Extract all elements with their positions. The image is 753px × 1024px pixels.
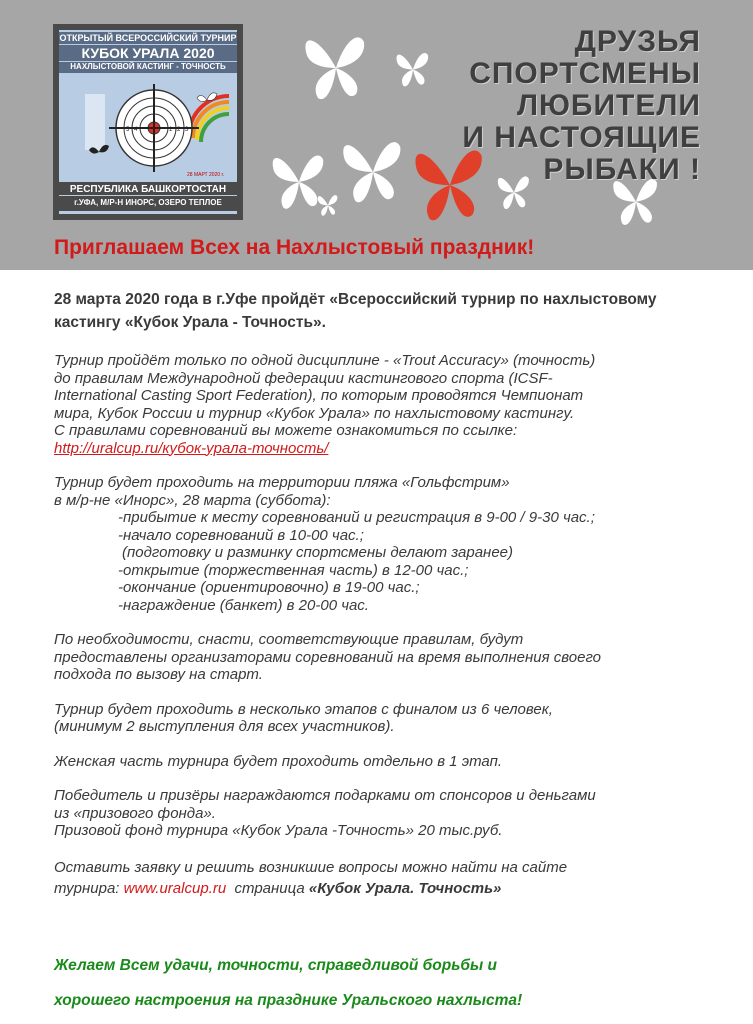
text-line: подхода по вызову на старт. — [54, 666, 263, 683]
slogan-line: И НАСТОЯЩИЕ — [462, 121, 701, 154]
slogan-line: СПОРТСМЕНЫ — [469, 57, 701, 90]
invitation-heading: Приглашаем Всех на Нахлыстовый праздник! — [54, 236, 535, 259]
site-link[interactable]: www.uralcup.ru — [123, 879, 227, 897]
schedule-item: -прибытие к месту соревнований и регистрация в 9-00 / 9-30 час.; — [118, 509, 595, 526]
logo-line-1: ОТКРЫТЫЙ ВСЕРОССИЙСКИЙ ТУРНИР — [59, 33, 237, 43]
text-line: Турнир будет проходить на территории пляжа «Гольфстрим» — [54, 474, 510, 491]
butterfly-icon — [338, 130, 408, 212]
text-line: турнира: — [54, 879, 124, 897]
schedule-item: -окончание (ориентировочно) в 19-00 час.; — [118, 579, 420, 596]
text-line: Призовой фонд турнира «Кубок Урала -Точность» 20 тыс.руб. — [54, 822, 503, 839]
schedule-item: -начало соревнований в 10-00 час.; — [118, 526, 364, 544]
text-line: мира, Кубок России и турнир «Кубок Урала» по нахлыстовому кастингу. — [54, 404, 575, 422]
women-paragraph — [54, 753, 714, 771]
logo-subtitle: НАХЛЫСТОВОЙ КАСТИНГ - ТОЧНОСТЬ — [59, 62, 237, 73]
slogan-line: ЛЮБИТЕЛИ — [516, 89, 701, 122]
target-number: 3 — [185, 127, 189, 133]
text-line: до правилам Международной федерации кастингового спорта (ICSF- — [54, 369, 553, 387]
closing-wish — [54, 948, 522, 1018]
lead-paragraph: 28 марта 2020 года в г.Уфе пройдёт «Всероссийский турнир по нахлыстовому кастингу «Кубок Урала - Точность». — [54, 291, 657, 331]
schedule-item: -открытие (торжественная часть) в 12-00 час.; — [118, 561, 469, 579]
text-line: С правилами соревнований вы можете ознакомиться по ссылке: — [54, 422, 518, 439]
text-line: Турнир пройдёт только по одной дисциплине - «Trout Accuracy» (точность) — [54, 352, 596, 369]
text-line: Женская часть турнира будет проходить отдельно в 1 этап. — [54, 752, 502, 770]
contact-paragraph — [54, 857, 714, 899]
text-line: в м/р-не «Инорс», 28 марта (суббота): — [54, 491, 331, 509]
rules-link[interactable]: http://uralcup.ru/кубок-урала-точность/ — [54, 439, 329, 457]
text-line: страница — [226, 879, 309, 897]
logo-date: 28 МАРТ 2020 г. — [187, 172, 225, 178]
text-line: Победитель и призёры награждаются подарками от спонсоров и деньгами — [54, 787, 596, 804]
text-line: предоставлены организаторами соревнований на время выполнения своего — [54, 648, 602, 666]
logo-title: КУБОК УРАЛА 2020 — [59, 45, 237, 61]
text-line: International Casting Sport Federation), по которым проводятся Чемпионат — [54, 387, 584, 404]
prizes-paragraph — [54, 787, 714, 840]
tournament-logo — [53, 24, 243, 220]
butterfly-icon — [393, 48, 433, 90]
wish-line: хорошего настроения на празднике Уральского нахлыста! — [54, 992, 523, 1009]
slogan-line: ДРУЗЬЯ — [574, 25, 701, 58]
target-number: 1 — [169, 127, 173, 133]
slogan-line: РЫБАКИ ! — [543, 153, 701, 186]
text-line: из «призового фонда». — [54, 804, 216, 822]
logo-inner — [59, 30, 237, 214]
text-line: Оставить заявку и решить возникшие вопросы можно найти на сайте — [54, 858, 568, 876]
target-number: 4 — [134, 127, 138, 133]
header-banner — [0, 0, 753, 270]
target-number: 2 — [177, 127, 181, 133]
slogan — [462, 26, 701, 186]
text-line: По необходимости, снасти, соответствующие правилам, будут — [54, 631, 524, 648]
equipment-paragraph — [54, 631, 714, 684]
stages-paragraph — [54, 701, 714, 736]
rules-paragraph — [54, 352, 714, 457]
logo-location: г.УФА, М/Р-Н ИНОРС, ОЗЕРО ТЕПЛОЕ — [59, 196, 237, 211]
logo-region: РЕСПУБЛИКА БАШКОРТОСТАН — [59, 182, 237, 195]
schedule-item: -награждение (банкет) в 20-00 час. — [118, 596, 369, 614]
butterfly-icon — [300, 28, 372, 106]
text-line: Турнир будет проходить в несколько этапов с финалом из 6 человек, — [54, 700, 553, 718]
target-number: 5 — [126, 127, 130, 133]
main-content — [54, 288, 714, 916]
target-icon — [79, 76, 229, 182]
schedule-item: (подготовку и разминку спортсмены делают заранее) — [122, 544, 513, 561]
schedule-paragraph — [54, 474, 714, 614]
text-line: (минимум 2 выступления для всех участников). — [54, 718, 395, 735]
page-name: «Кубок Урала. Точность» — [308, 879, 502, 897]
wish-line: Желаем Всем удачи, точности, справедливой борьбы и — [54, 957, 498, 974]
